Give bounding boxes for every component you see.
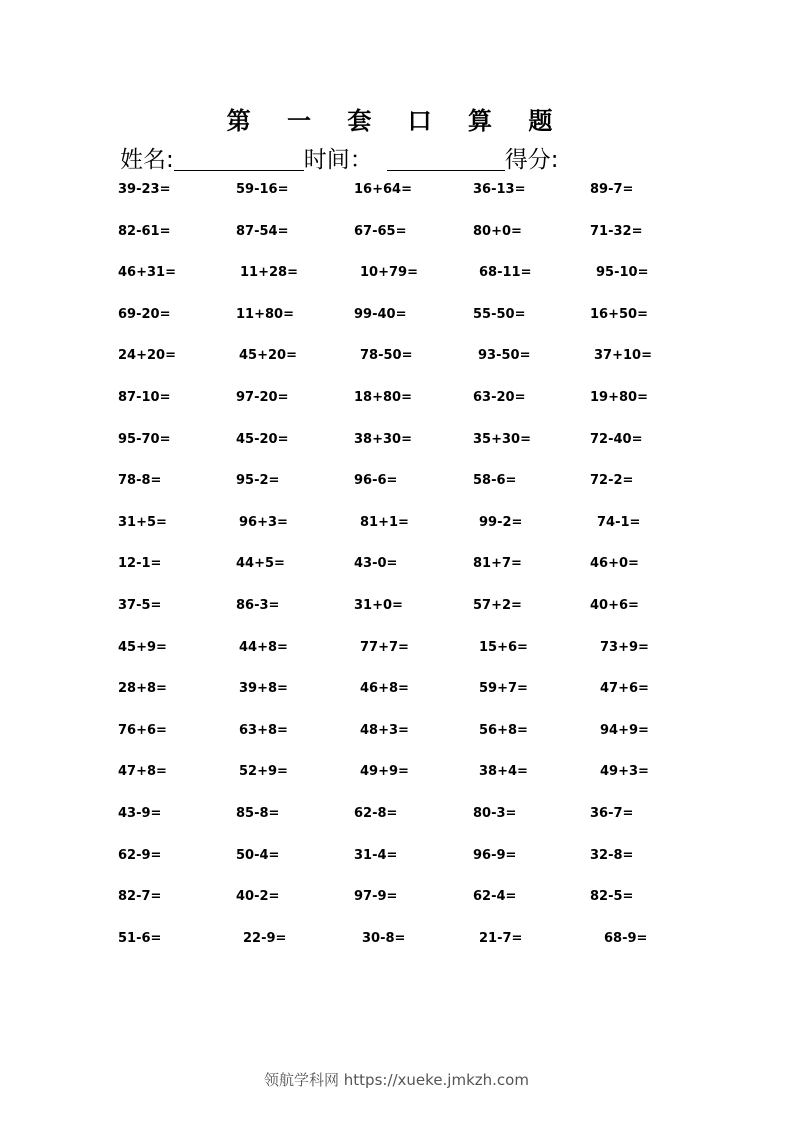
problem-r9-c1: 31+5= [118,514,167,530]
problem-r15-c1: 47+8= [118,764,167,780]
problem-r4-c1: 69-20= [118,306,171,322]
problem-r5-c5: 37+10= [594,348,652,364]
problem-r14-c5: 94+9= [600,722,649,738]
problem-r10-c2: 44+5= [236,556,285,572]
problem-r7-c5: 72-40= [590,431,643,447]
problem-r1-c4: 36-13= [473,182,526,197]
problem-r2-c4: 80+0= [473,223,522,239]
problem-r17-c5: 32-8= [590,847,634,863]
problem-r3-c2: 11+28= [240,265,298,281]
problem-r4-c4: 55-50= [473,306,526,322]
problem-r2-c2: 87-54= [236,223,289,239]
problem-r7-c1: 95-70= [118,431,171,447]
problem-r6-c4: 63-20= [473,390,526,405]
problem-r11-c5: 40+6= [590,598,639,613]
problem-r18-c2: 40-2= [236,889,280,905]
problem-r17-c2: 50-4= [236,847,280,863]
problem-r8-c3: 96-6= [354,473,398,489]
problem-r15-c4: 38+4= [479,764,528,780]
problem-r2-c5: 71-32= [590,223,643,239]
problem-r11-c4: 57+2= [473,598,522,613]
problem-r18-c3: 97-9= [354,889,398,905]
name-label: 姓名: [120,147,174,173]
problem-r11-c1: 37-5= [118,598,162,613]
problem-r4-c3: 99-40= [354,306,407,322]
problem-r10-c1: 12-1= [118,556,162,572]
score-label: 得分: [504,147,559,173]
problem-r18-c4: 62-4= [473,889,517,905]
problem-r19-c1: 51-6= [118,930,162,946]
problem-r14-c4: 56+8= [479,722,528,738]
problem-r9-c5: 74-1= [597,514,641,530]
problem-r6-c2: 97-20= [236,390,289,405]
problem-r13-c1: 28+8= [118,681,167,697]
problem-r9-c3: 81+1= [360,514,409,530]
problem-r1-c3: 16+64= [354,182,412,197]
problem-r14-c2: 63+8= [239,722,288,738]
page-title: 第 一 套 口 算 题 [226,106,567,135]
problem-r10-c3: 43-0= [354,556,398,572]
problem-r4-c2: 11+80= [236,306,294,322]
problem-r5-c2: 45+20= [239,348,297,364]
problem-r16-c3: 62-8= [354,806,398,821]
problem-r9-c2: 96+3= [239,514,288,530]
problem-r17-c3: 31-4= [354,847,398,863]
problem-r9-c4: 99-2= [479,514,523,530]
problem-r16-c1: 43-9= [118,806,162,821]
problem-r19-c2: 22-9= [243,930,287,946]
problem-r16-c2: 85-8= [236,806,280,821]
problem-r8-c2: 95-2= [236,473,280,489]
problem-r6-c3: 18+80= [354,390,412,405]
problem-r7-c2: 45-20= [236,431,289,447]
problem-r5-c4: 93-50= [478,348,531,364]
problem-r10-c5: 46+0= [590,556,639,572]
problem-r12-c3: 77+7= [360,639,409,655]
problem-r7-c3: 38+30= [354,431,412,447]
problem-r12-c2: 44+8= [239,639,288,655]
problem-r13-c2: 39+8= [239,681,288,697]
problem-r16-c5: 36-7= [590,806,634,821]
problem-r18-c1: 82-7= [118,889,162,905]
problem-r8-c5: 72-2= [590,473,634,489]
problem-r4-c5: 16+50= [590,306,648,322]
problem-r14-c1: 76+6= [118,722,167,738]
problem-r17-c1: 62-9= [118,847,162,863]
problem-r3-c3: 10+79= [360,265,418,281]
problem-r12-c4: 15+6= [479,639,528,655]
problem-r8-c1: 78-8= [118,473,162,489]
footer-watermark: 领航学科网 https://xueke.jmkzh.com [264,1071,529,1089]
problem-r3-c1: 46+31= [118,265,176,281]
problem-r6-c5: 19+80= [590,390,648,405]
problem-r17-c4: 96-9= [473,847,517,863]
problem-r6-c1: 87-10= [118,390,171,405]
problem-r19-c3: 30-8= [362,930,406,946]
problem-r7-c4: 35+30= [473,431,531,447]
problem-r19-c4: 21-7= [479,930,523,946]
problem-r5-c1: 24+20= [118,348,176,364]
problem-r18-c5: 82-5= [590,889,634,905]
time-label: 时间： [303,147,373,173]
problem-r16-c4: 80-3= [473,806,517,821]
problem-r1-c5: 89-7= [590,182,634,197]
problem-r8-c4: 58-6= [473,473,517,489]
problem-r3-c5: 95-10= [596,265,649,281]
problem-r11-c3: 31+0= [354,598,403,613]
problem-r13-c4: 59+7= [479,681,528,697]
problem-r19-c5: 68-9= [604,930,648,946]
problem-r12-c5: 73+9= [600,639,649,655]
problem-r13-c3: 46+8= [360,681,409,697]
problem-r5-c3: 78-50= [360,348,413,364]
problem-r1-c1: 39-23= [118,182,171,197]
problem-r11-c2: 86-3= [236,598,280,613]
problem-r2-c1: 82-61= [118,223,171,239]
problem-r12-c1: 45+9= [118,639,167,655]
problem-r2-c3: 67-65= [354,223,407,239]
problem-r10-c4: 81+7= [473,556,522,572]
problem-r1-c2: 59-16= [236,182,289,197]
problem-r15-c5: 49+3= [600,764,649,780]
problem-r13-c5: 47+6= [600,681,649,697]
problem-r15-c2: 52+9= [239,764,288,780]
problem-r14-c3: 48+3= [360,722,409,738]
problem-r15-c3: 49+9= [360,764,409,780]
problem-r3-c4: 68-11= [479,265,532,281]
